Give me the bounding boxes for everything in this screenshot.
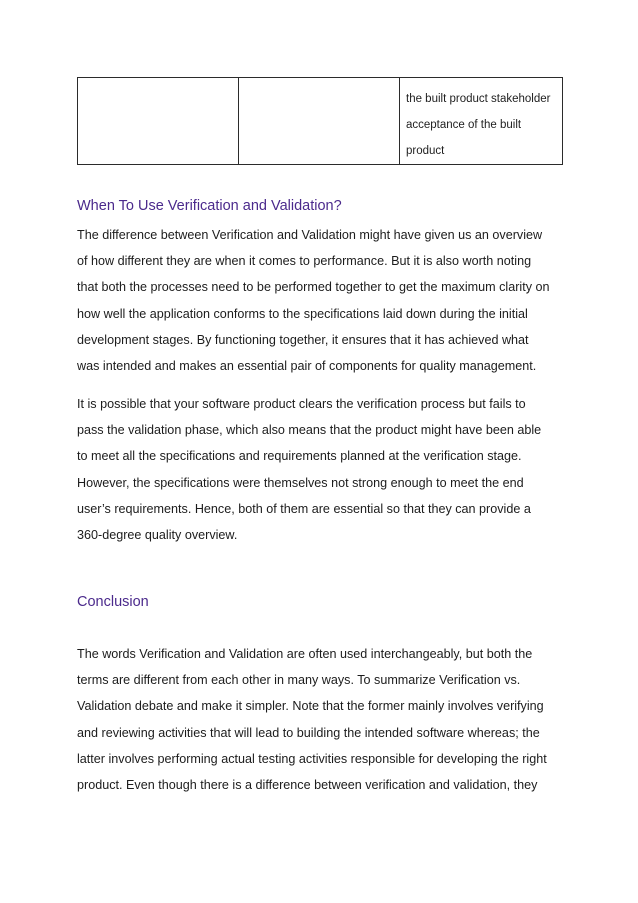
paragraph-2 bbox=[77, 391, 577, 548]
text-line: 360-degree quality overview. bbox=[77, 528, 238, 543]
paragraph-conclusion bbox=[77, 641, 577, 798]
text-line: pass the validation phase, which also means that the product might have been able bbox=[77, 423, 542, 438]
text-line: and reviewing activities that will lead to building the intended software whereas; the bbox=[77, 725, 540, 740]
table-cell-3 bbox=[400, 78, 563, 165]
text-line: However, the specifications were themselves not strong enough to meet the end bbox=[77, 475, 524, 490]
text-line: The difference between Verification and Validation might have given us an overview bbox=[77, 228, 543, 242]
text-line: user’s requirements. Hence, both of them are essential so that they can provide a bbox=[77, 501, 531, 516]
text-line: development stages. By functioning together, it ensures that it has achieved what bbox=[77, 332, 529, 347]
table-cell-1 bbox=[78, 78, 239, 165]
table-cell-2 bbox=[239, 78, 400, 165]
text-line: It is possible that your software product clears the verification process but fails to bbox=[77, 397, 526, 411]
section-heading-conclusion: Conclusion bbox=[77, 594, 149, 610]
text-line: product. Even though there is a difference between verification and validation, they bbox=[77, 778, 538, 793]
text-line: The words Verification and Validation are often used interchangeably, but both the bbox=[77, 647, 533, 661]
comparison-table-fragment bbox=[77, 77, 563, 165]
text-line: Validation debate and make it simpler. Note that the former mainly involves verifying bbox=[77, 699, 544, 714]
table-row bbox=[78, 78, 563, 165]
text-line: terms are different from each other in many ways. To summarize Verification vs. bbox=[77, 673, 521, 688]
table-cell-line: the built product stakeholder bbox=[406, 93, 551, 105]
text-line: to meet all the specifications and requirements planned at the verification stage. bbox=[77, 449, 522, 464]
text-line: was intended and makes an essential pair of components for quality management. bbox=[77, 359, 537, 374]
paragraph-1 bbox=[77, 222, 577, 379]
table-cell-line: product bbox=[406, 145, 445, 157]
text-line: of how different they are when it comes to performance. But it is also worth noting bbox=[77, 254, 532, 269]
section-heading-when-to-use: When To Use Verification and Validation? bbox=[77, 198, 342, 214]
table-cell-line: acceptance of the built bbox=[406, 119, 522, 131]
text-line: latter involves performing actual testing activities responsible for developing the right bbox=[77, 751, 547, 766]
text-line: that both the processes need to be performed together to get the maximum clarity on bbox=[77, 280, 550, 295]
text-line: how well the application conforms to the specifications laid down during the initial bbox=[77, 306, 528, 321]
